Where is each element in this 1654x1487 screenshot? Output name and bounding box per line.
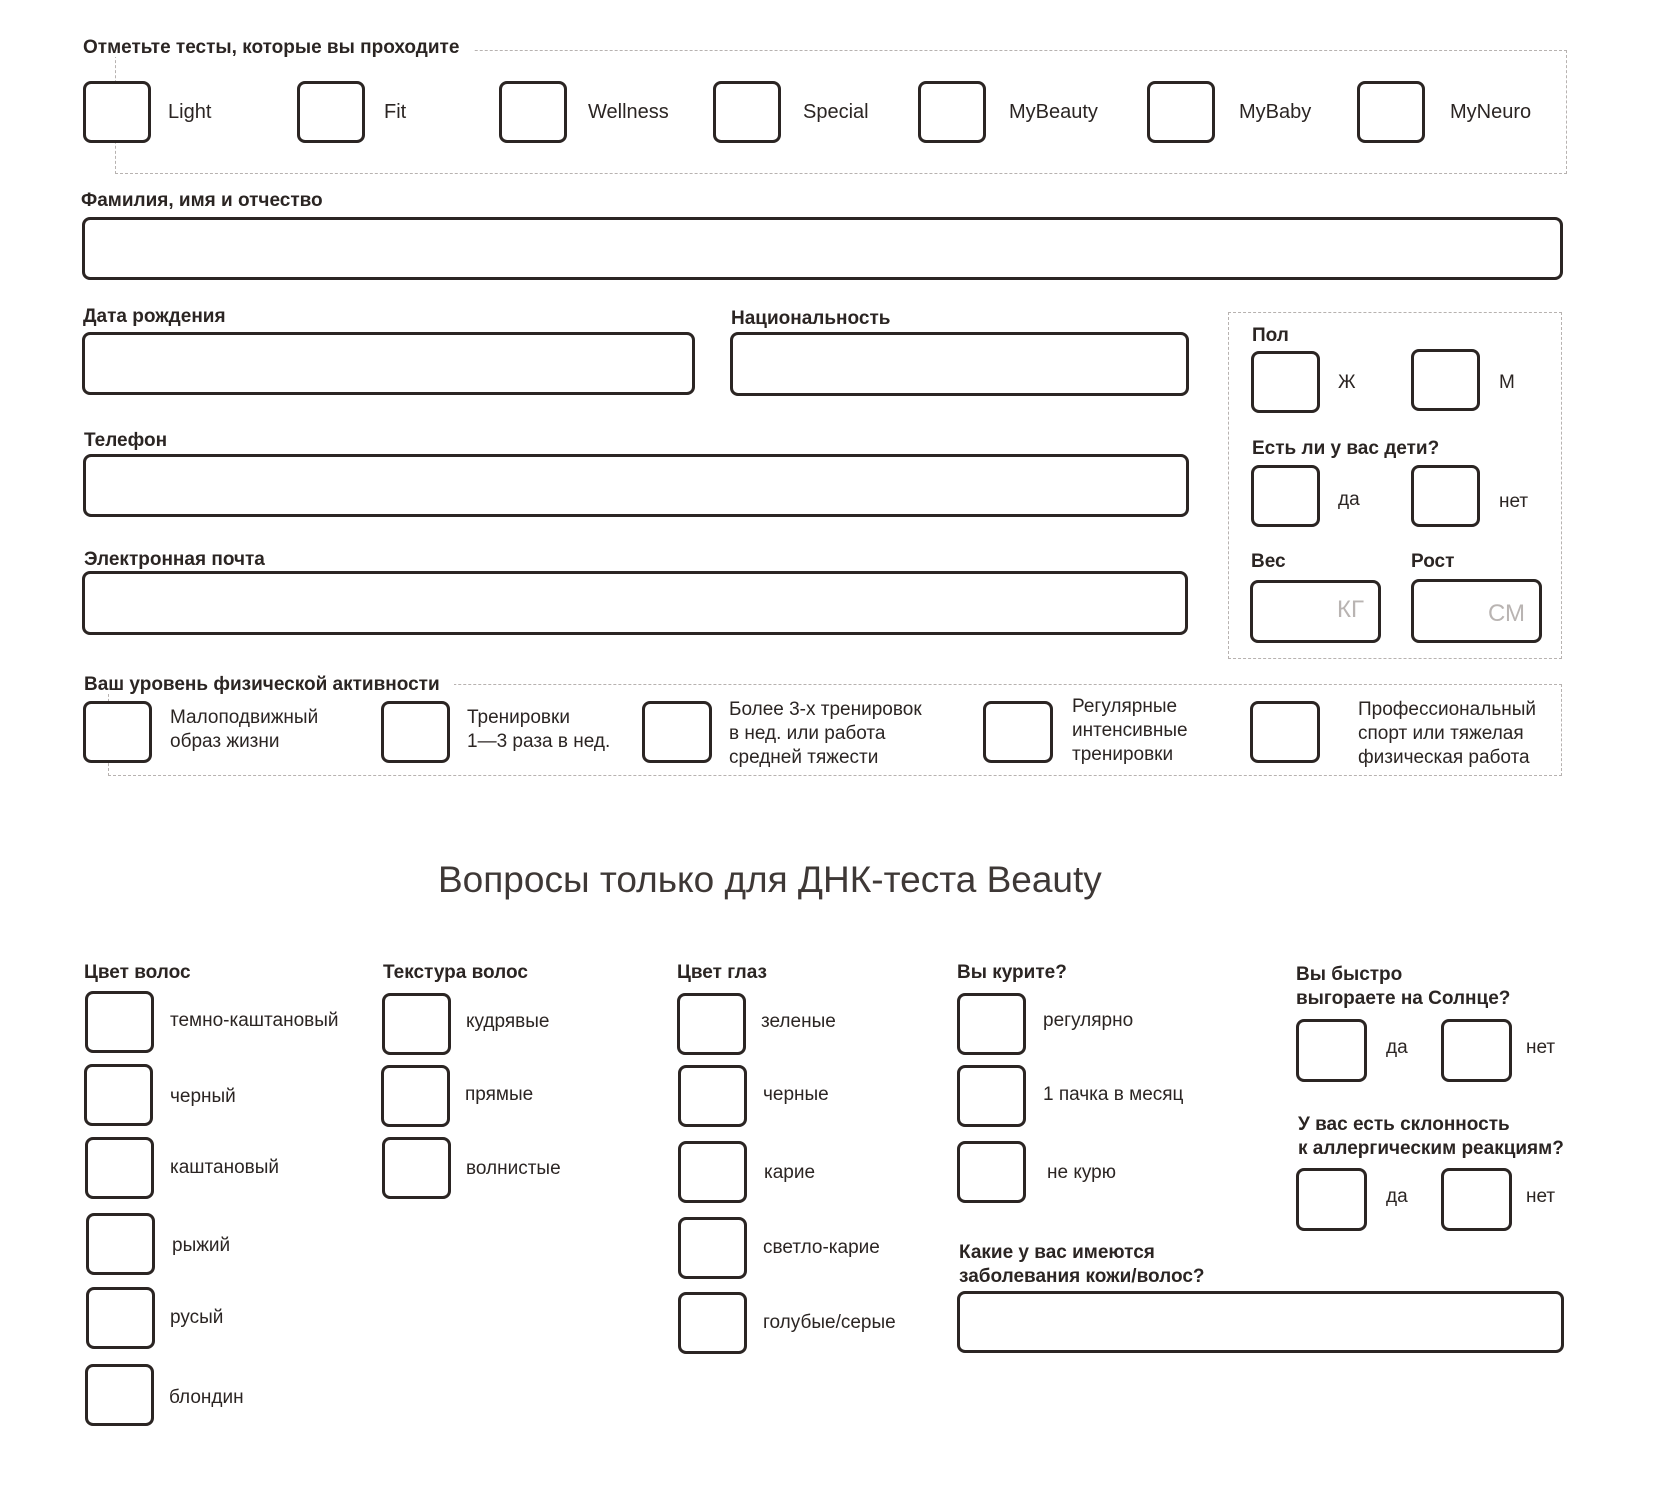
allergy-no-label: нет [1526,1186,1556,1207]
test-fit-checkbox[interactable] [297,81,365,143]
phone-label: Телефон [84,430,168,451]
eye-color-label: Цвет глаз [677,962,767,983]
children-label: Есть ли у вас дети? [1252,438,1440,459]
hair-texture-curly-checkbox[interactable] [382,993,451,1055]
activity-intense-line-1: Регулярные [1072,696,1178,717]
hair-color-chestnut-label: каштановый [170,1157,280,1178]
hair-color-dark-chestnut-label: темно-каштановый [170,1010,339,1031]
hair-color-label: Цвет волос [84,962,191,983]
test-mybaby-label: MyBaby [1239,101,1312,123]
eye-color-black-checkbox[interactable] [678,1065,747,1127]
activity-light-checkbox[interactable] [381,701,450,763]
weight-field[interactable] [1250,580,1381,643]
weight-unit: КГ [1337,596,1364,623]
activity-intense-label [1072,695,1188,767]
test-special-label: Special [803,101,869,123]
activity-light-label [467,706,610,754]
skin-conditions-label-line-2: заболевания кожи/волос? [959,1266,1205,1287]
hair-color-chestnut-checkbox[interactable] [85,1137,154,1199]
test-mybeauty-label: MyBeauty [1009,101,1098,123]
activity-intense-line-2: интенсивные [1072,720,1188,741]
test-myneuro-checkbox[interactable] [1357,81,1425,143]
activity-label: Ваш уровень физической активности [84,675,454,694]
email-label: Электронная почта [84,549,265,570]
birthdate-field[interactable] [82,332,695,395]
smoking-label: Вы курите? [957,962,1067,983]
sunburn-no-label: нет [1526,1037,1556,1058]
eye-color-blue-grey-checkbox[interactable] [678,1292,747,1354]
test-wellness-checkbox[interactable] [499,81,567,143]
hair-color-dark-chestnut-checkbox[interactable] [85,991,154,1053]
allergy-no-checkbox[interactable] [1441,1168,1512,1231]
smoking-nonsmoker-checkbox[interactable] [957,1141,1026,1203]
activity-sedentary-label [170,706,318,754]
activity-professional-line-2: спорт или тяжелая [1358,723,1524,744]
height-field[interactable] [1411,579,1542,643]
birthdate-label: Дата рождения [83,306,226,327]
activity-light-line-2: 1—3 раза в нед. [467,731,611,752]
activity-sedentary-line-2: образ жизни [170,731,280,752]
test-mybaby-checkbox[interactable] [1147,81,1215,143]
eye-color-black-label: черные [763,1084,829,1105]
weight-label: Вес [1251,551,1286,572]
eye-color-green-checkbox[interactable] [677,993,746,1055]
sunburn-yes-checkbox[interactable] [1296,1019,1367,1082]
phone-field[interactable] [83,454,1189,517]
sunburn-yes-label: да [1386,1037,1408,1058]
hair-texture-straight-checkbox[interactable] [381,1065,450,1127]
hair-color-blonde-label: блондин [169,1387,244,1408]
allergy-label-line-1: У вас есть склонность [1298,1114,1510,1135]
fullname-field[interactable] [82,217,1563,280]
skin-conditions-label-line-1: Какие у вас имеются [959,1242,1155,1263]
nationality-label: Национальность [731,308,891,329]
gender-label: Пол [1252,325,1289,346]
beauty-section-heading: Вопросы только для ДНК-теста Beauty [438,859,1102,900]
hair-color-blonde-checkbox[interactable] [85,1364,154,1426]
hair-color-light-brown-label: русый [170,1307,224,1328]
hair-color-red-label: рыжий [172,1235,231,1256]
activity-moderate-checkbox[interactable] [642,701,712,763]
allergy-yes-label: да [1386,1186,1408,1207]
activity-moderate-line-3: средней тяжести [729,747,879,768]
gender-male-checkbox[interactable] [1411,349,1480,411]
hair-texture-straight-label: прямые [465,1084,534,1105]
smoking-monthly-label: 1 пачка в месяц [1043,1084,1184,1105]
hair-texture-wavy-label: волнистые [466,1158,561,1179]
fullname-label: Фамилия, имя и отчество [81,190,323,211]
nationality-field[interactable] [730,332,1189,396]
skin-conditions-field[interactable] [957,1291,1564,1353]
test-fit-label: Fit [384,101,407,123]
skin-conditions-label [959,1241,1205,1289]
sunburn-label [1296,963,1510,1011]
hair-color-light-brown-checkbox[interactable] [86,1287,155,1349]
test-light-label: Light [168,101,212,123]
gender-female-label: Ж [1338,372,1356,393]
activity-light-line-1: Тренировки [467,707,570,728]
eye-color-green-label: зеленые [761,1011,836,1032]
height-label: Рост [1411,551,1455,572]
activity-professional-line-3: физическая работа [1358,747,1530,768]
activity-intense-line-3: тренировки [1072,744,1174,765]
activity-sedentary-line-1: Малоподвижный [170,707,319,728]
smoking-regular-checkbox[interactable] [957,993,1026,1055]
children-no-checkbox[interactable] [1411,465,1480,527]
activity-moderate-line-1: Более 3-х тренировок [729,699,922,720]
sunburn-label-line-2: выгораете на Солнце? [1296,988,1511,1009]
hair-color-black-label: черный [170,1086,236,1107]
allergy-label-line-2: к аллергическим реакциям? [1298,1138,1564,1159]
activity-moderate-label [729,698,922,770]
activity-intense-checkbox[interactable] [983,701,1053,763]
hair-texture-wavy-checkbox[interactable] [382,1137,451,1199]
hair-color-red-checkbox[interactable] [86,1213,155,1275]
activity-moderate-line-2: в нед. или работа [729,723,886,744]
smoking-regular-label: регулярно [1043,1010,1134,1031]
test-light-checkbox[interactable] [83,81,151,143]
eye-color-blue-grey-label: голубые/серые [763,1312,896,1333]
test-special-checkbox[interactable] [713,81,781,143]
sunburn-no-checkbox[interactable] [1441,1019,1512,1082]
eye-color-brown-label: карие [764,1162,816,1183]
eye-color-brown-checkbox[interactable] [678,1141,747,1203]
children-no-label: нет [1499,491,1529,512]
hair-texture-curly-label: кудрявые [466,1011,550,1032]
activity-professional-label [1358,698,1536,770]
hair-texture-label: Текстура волос [383,962,528,983]
height-unit: СМ [1487,600,1525,627]
allergy-yes-checkbox[interactable] [1296,1168,1367,1231]
gender-male-label: М [1499,372,1515,393]
test-myneuro-label: MyNeuro [1450,101,1532,123]
hair-color-black-checkbox[interactable] [84,1064,153,1126]
smoking-nonsmoker-label: не курю [1047,1162,1116,1183]
test-mybeauty-checkbox[interactable] [918,81,986,143]
sunburn-label-line-1: Вы быстро [1296,964,1403,985]
smoking-monthly-checkbox[interactable] [957,1065,1026,1127]
activity-sedentary-checkbox[interactable] [83,701,152,763]
tests-label: Отметьте тесты, которые вы проходите [83,38,473,57]
eye-color-hazel-checkbox[interactable] [678,1217,747,1279]
allergy-label [1298,1113,1564,1161]
eye-color-hazel-label: светло-карие [763,1237,880,1258]
email-field[interactable] [82,571,1188,635]
activity-professional-checkbox[interactable] [1250,701,1320,763]
children-yes-checkbox[interactable] [1251,465,1320,527]
activity-professional-line-1: Профессиональный [1358,699,1536,720]
gender-female-checkbox[interactable] [1251,351,1320,413]
test-wellness-label: Wellness [588,101,669,123]
children-yes-label: да [1338,489,1360,510]
